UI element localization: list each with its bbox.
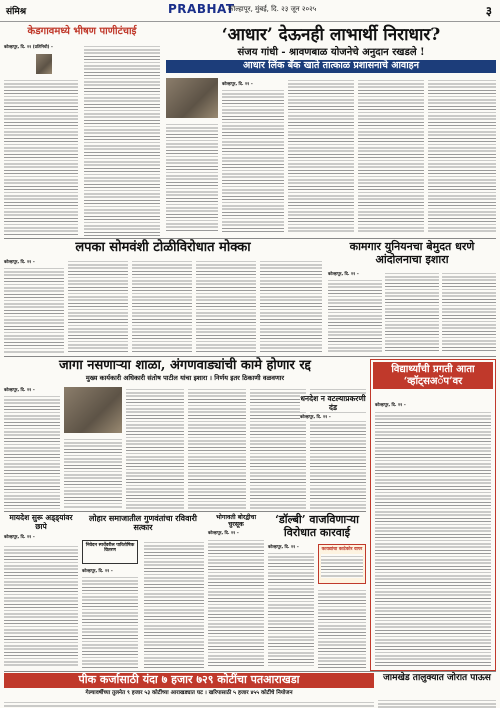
article-text [126, 387, 184, 509]
article-text [385, 271, 439, 353]
article-text [4, 266, 64, 353]
article-headline: कामगार युनियनचा बेमुदत धरणे आंदोलनाचा इशारा [349, 240, 475, 266]
dateline: कोल्हापूर, दि. २१ – [4, 259, 35, 264]
article-lohar-felicitation [82, 514, 204, 668]
article-headline: भोगावती बोरद्वीचा चुरसूक [215, 514, 257, 529]
article-text [268, 551, 314, 668]
article-photo [166, 78, 218, 118]
article-text [442, 271, 496, 353]
article-headline: ‘आधार’ देऊनही लाभार्थी निराधार? [221, 25, 441, 45]
page-header [0, 0, 500, 22]
article-text [68, 259, 128, 353]
article-subheadline: मुख्य कार्यकारी अधिकारी संतोष पाटील यांचा इशारा । निर्णय इतर ठिकाणी वळवणार [85, 373, 285, 382]
article-text [188, 387, 246, 509]
highlight-box [318, 544, 366, 584]
page-number: ३ [485, 4, 492, 18]
dateline: कोल्हापूर, दि. २१ (प्रतिनिधी) – [4, 44, 54, 49]
article-water-scarcity [4, 26, 160, 236]
article-text [222, 88, 284, 233]
divider [4, 356, 496, 357]
dateline: कोल्हापूर, दि. २१ – [4, 387, 35, 392]
article-dolby-action [268, 514, 366, 668]
article-subheadline: संजय गांधी - श्रावणबाळ योजनेचे अनुदान रखडले ! [237, 46, 425, 58]
article-cheque-headline-wrap [300, 395, 366, 420]
article-text [318, 588, 366, 668]
article-text [358, 78, 424, 233]
article-text [4, 394, 60, 509]
highlight-box [82, 540, 138, 564]
article-headline: लोहार समाजातील गुणवंतांचा रविवारी सत्कार [89, 513, 197, 533]
article-aadhaar-beneficiary [166, 26, 496, 236]
box-title: निवेदन स्पर्धेवरील पारितोषिक वितरण [85, 543, 135, 554]
article-raids [4, 514, 78, 668]
dateline: कोल्हापूर, दि. २१ – [82, 568, 113, 573]
article-headline: पीक कर्जासाठी यंदा ७ हजार ७२९ कोटींचा पतआराखडा [4, 673, 374, 688]
article-jamkhed-rain [378, 673, 496, 708]
article-headline: मायदेश सुरू अड्ड्यांवर छापे [9, 513, 73, 531]
article-headline: ‘डॉल्बी’ वाजविणाऱ्या विरोधात कारवाई [275, 513, 359, 539]
box-title: कायद्यांचा काटेकोर वापर [321, 547, 363, 552]
article-text-right [84, 44, 160, 236]
article-text [428, 78, 496, 233]
article-text [166, 122, 218, 233]
article-text [64, 437, 122, 509]
article-bhogavati [208, 514, 264, 668]
dateline: कोल्हापूर, दि. २१ – [328, 271, 359, 276]
article-text [132, 259, 192, 353]
article-headline: लपका सोमवंशी टोळीविरोधात मोक्का [75, 240, 251, 255]
article-crop-loan-plan [4, 673, 374, 708]
article-text [144, 540, 204, 668]
article-photo [64, 387, 122, 433]
article-headline: जामखेड तालुक्यात जोरात पाऊस [383, 673, 491, 683]
article-headline: विद्यार्थ्यांची प्रगती आता ‘व्हॉट्सअॅप’वर [373, 362, 493, 389]
article-text [208, 538, 264, 668]
article-student-whatsapp [370, 359, 496, 671]
article-headline: केडगावमध्ये भीषण पाणीटंचाई [27, 26, 137, 37]
newspaper-logo: PRABHAT [168, 2, 235, 16]
article-subheadline: आधार लिंक बँक खाते तात्काळ प्रशासनाचे आवाहन [166, 60, 496, 73]
article-text [328, 278, 382, 353]
article-text [4, 544, 78, 668]
article-text [378, 698, 496, 708]
article-subheadline: गेल्यावर्षीच्या तुलनेत ९ हजार ५३ कोटींच्या आराखड्यात घट । खरिपासाठी ५ हजार ४५५ कोटींचे नियोजन [85, 689, 293, 696]
dateline: कोल्हापूर, दि. २१ – [4, 534, 35, 540]
article-text [4, 700, 374, 708]
article-headline: जागा नसणाऱ्या शाळा, अंगणवाड्यांची कामे होणार रद्द [59, 358, 311, 373]
article-text [375, 410, 491, 668]
dateline: कोल्हापूर, दि. २१ – [300, 414, 366, 420]
divider [4, 671, 496, 672]
dateline: कोल्हापूर, दि. २१ – [268, 544, 299, 549]
article-text [260, 259, 322, 353]
divider [4, 238, 496, 239]
article-text [82, 575, 138, 668]
article-text-left [4, 78, 78, 236]
dateline: कोल्हापूर, दि. २१ – [375, 402, 406, 407]
article-text [196, 259, 256, 353]
edition-date: कोल्हापूर, मुंबई, दि. २३ जून २०२५ [228, 5, 317, 13]
dateline: कोल्हापूर, दि. २१ – [208, 530, 239, 536]
article-union-protest [328, 241, 496, 353]
reporter-photo [36, 54, 52, 74]
article-body [4, 44, 78, 50]
divider [4, 511, 366, 512]
article-mokka-action [4, 241, 322, 353]
box-text [321, 554, 363, 578]
dateline: कोल्हापूर, दि. २१ – [222, 81, 253, 86]
article-text [288, 78, 354, 233]
article-headline: धनदेश न वटल्याप्रकरणी दंड [300, 394, 366, 412]
section-label: संमिश्र [6, 7, 27, 17]
